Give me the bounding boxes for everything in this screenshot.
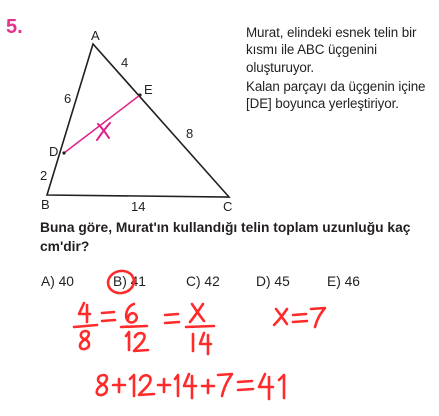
equals-2 xyxy=(165,314,179,323)
handwritten-x-label xyxy=(97,123,110,140)
triangle-abc xyxy=(47,44,229,197)
label-point-e: E xyxy=(144,82,153,97)
label-length-ae: 4 xyxy=(121,55,129,70)
fraction-x-over-14 xyxy=(186,304,214,354)
label-vertex-b: B xyxy=(41,197,50,212)
stem-paragraph-2: Kalan parçayı da üçgenin içine [DE] boyunca yerleştiriyor. xyxy=(246,78,426,112)
option-c[interactable]: C) 42 xyxy=(186,274,220,289)
fraction-4-over-8 xyxy=(74,303,97,349)
point-d xyxy=(62,151,65,154)
question-prompt: Buna göre, Murat'ın kullandığı telin toplam uzunluğu kaç cm'dir? xyxy=(40,220,411,254)
label-vertex-a: A xyxy=(91,28,100,43)
question-number: 5. xyxy=(6,16,23,38)
option-a[interactable]: A) 40 xyxy=(41,274,74,289)
option-e[interactable]: E) 46 xyxy=(327,274,360,289)
label-length-bc: 14 xyxy=(131,199,146,214)
label-length-ad: 6 xyxy=(64,91,72,106)
answer-options xyxy=(41,272,431,294)
label-vertex-c: C xyxy=(223,199,233,214)
triangle-figure xyxy=(0,0,240,215)
option-d[interactable]: D) 45 xyxy=(256,274,290,289)
label-length-db: 2 xyxy=(40,168,48,183)
question-stem xyxy=(246,24,432,112)
result-x-equals-7 xyxy=(274,308,325,327)
sum-line xyxy=(97,374,284,399)
label-point-d: D xyxy=(49,144,59,159)
stem-paragraph-1: Murat, elindeki esnek telin bir kısmı ile ABC üçgenini oluşturuyor. xyxy=(246,25,417,75)
equals-1 xyxy=(102,312,115,321)
option-b[interactable]: B) 41 xyxy=(113,274,146,289)
fraction-6-over-12 xyxy=(121,304,148,351)
label-length-ec: 8 xyxy=(186,126,194,141)
point-e xyxy=(138,93,141,96)
